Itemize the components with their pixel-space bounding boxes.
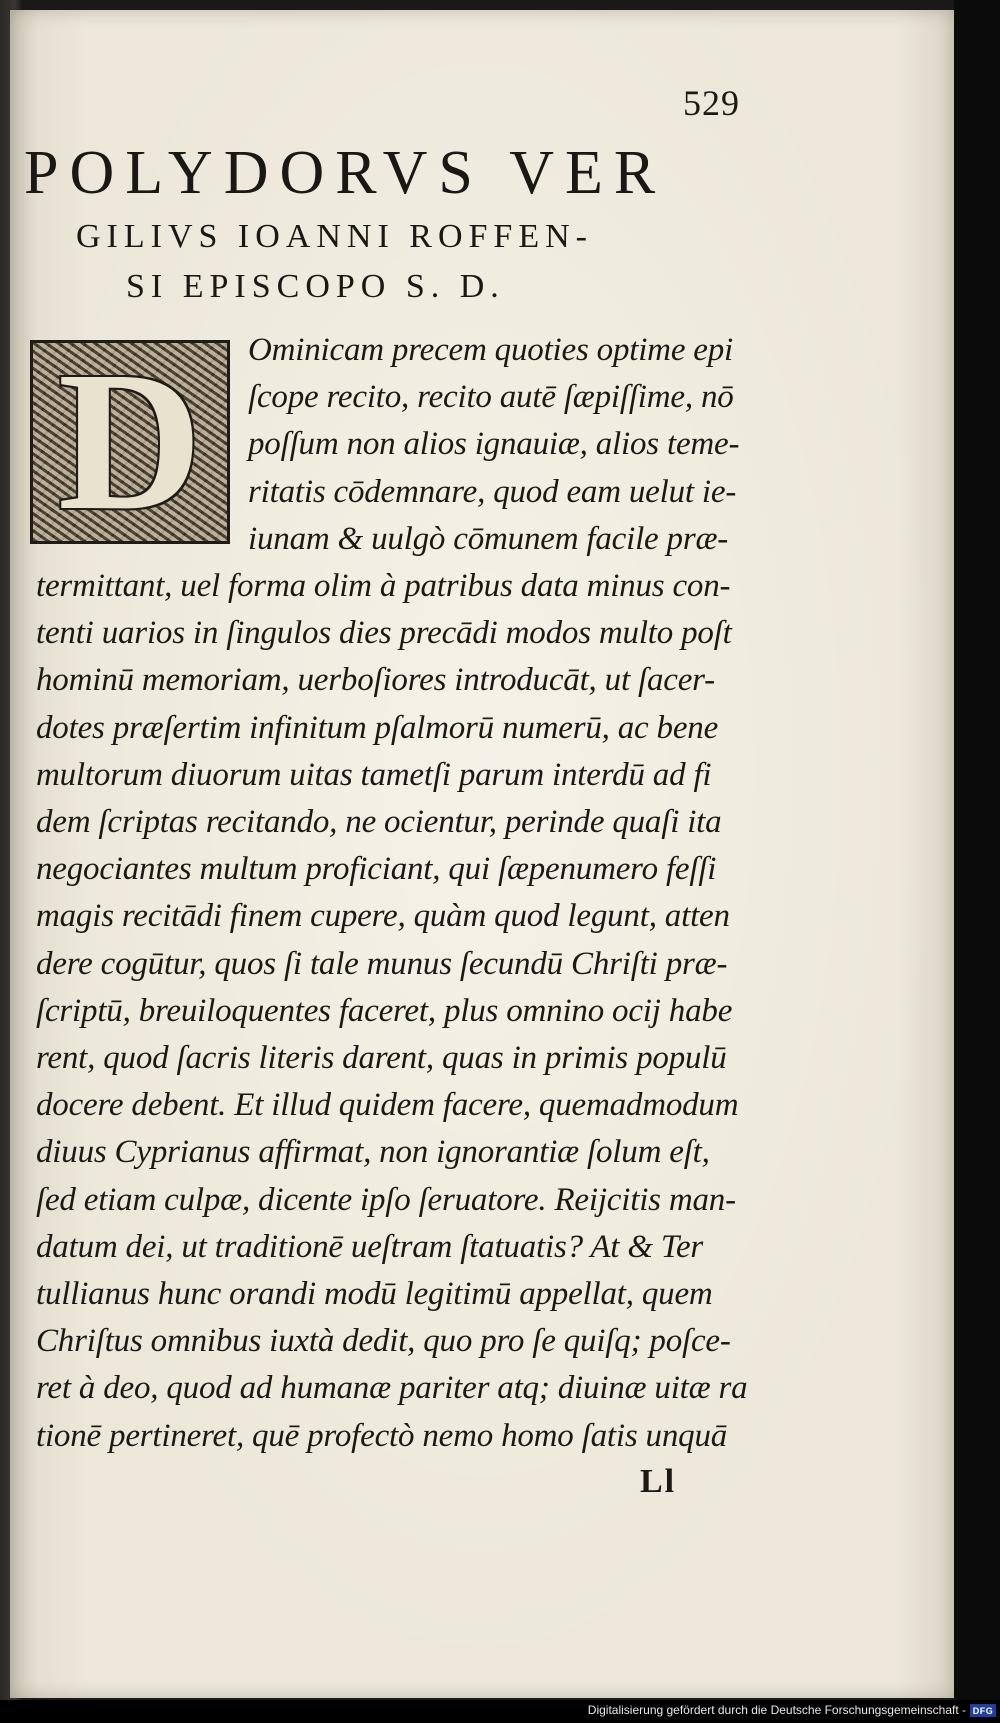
footer-credit: Digitalisierung gefördert durch die Deutsche Forschungsgemeinschaft - [587,1703,966,1717]
dfg-logo: DFG [970,1704,996,1717]
body-line: ſcope recito, recito autē ſæpiſſime, nō [248,379,734,416]
body-line: diuus Cyprianus affirmat, non ignorantiæ ſolum eſt, [36,1134,710,1171]
scan-edge [954,0,1000,1700]
body-line: rent, quod ſacris literis darent, quas in primis populū [36,1040,727,1076]
initial-letter: D [57,331,203,552]
page-number: 529 [683,83,740,123]
body-line: negociantes multum proficiant, qui ſæpenumero feſſi [36,851,717,888]
body-line: Ominicam precem quoties optime epi [248,332,734,368]
body-line: iunam & uulgò cōmunem facile præ- [248,520,729,557]
body-line: ret à deo, quod ad humanæ pariter atq; diuinæ uitæ ra [36,1370,748,1407]
title-line-3: SI EPISCOPO S. D. [126,268,505,305]
body-line: dotes præſertim infinitum pſalmorū numerū, ac bene [36,709,719,746]
title-line-1: POLYDORVS VER [24,139,667,207]
body-line: ſed etiam culpæ, dicente ipſo ſeruatore. Reijcitis man- [36,1181,736,1218]
body-line: tionē pertineret, quē profectò nemo homo ſatis unquā [36,1417,728,1454]
body-line: multorum diuorum uitas tametſi parum interdū ad fi [36,756,712,793]
title-line-2: GILIVS IOANNI ROFFEN- [76,218,593,255]
body-line: poſſum non alios ignauiæ, alios teme- [248,426,740,463]
body-line: docere debent. Et illud quidem facere, quemadmodum [36,1087,739,1124]
body-line: datum dei, ut traditionē ueſtram ſtatuatis? At & Ter [36,1228,704,1265]
body-line: tullianus hunc orandi modū legitimū appellat, quem [36,1276,713,1312]
body-line: hominū memoriam, uerboſiores introducāt, ut ſacer- [36,662,715,699]
body-line: termittant, uel forma olim à patribus data minus con- [36,568,731,604]
body-line: ritatis cōdemnare, quod eam uelut ie- [248,473,737,510]
body-line: Chriſtus omnibus iuxtà dedit, quo pro ſe quiſq; poſce- [36,1323,731,1360]
signature-mark: Ll [640,1463,677,1500]
body-line: dere cogūtur, quos ſi tale munus ſecundū Chriſti præ- [36,945,728,982]
body-line: tenti uarios in ſingulos dies precādi modos multo poſt [36,615,732,652]
body-line: ſcriptū, breuiloquentes faceret, plus omnino ocij habe [36,992,733,1029]
body-line: magis recitādi finem cupere, quàm quod legunt, atten [36,898,730,935]
decorated-initial [30,331,230,552]
body-line: dem ſcriptas recitando, ne ocientur, perinde quaſi ita [36,804,722,840]
